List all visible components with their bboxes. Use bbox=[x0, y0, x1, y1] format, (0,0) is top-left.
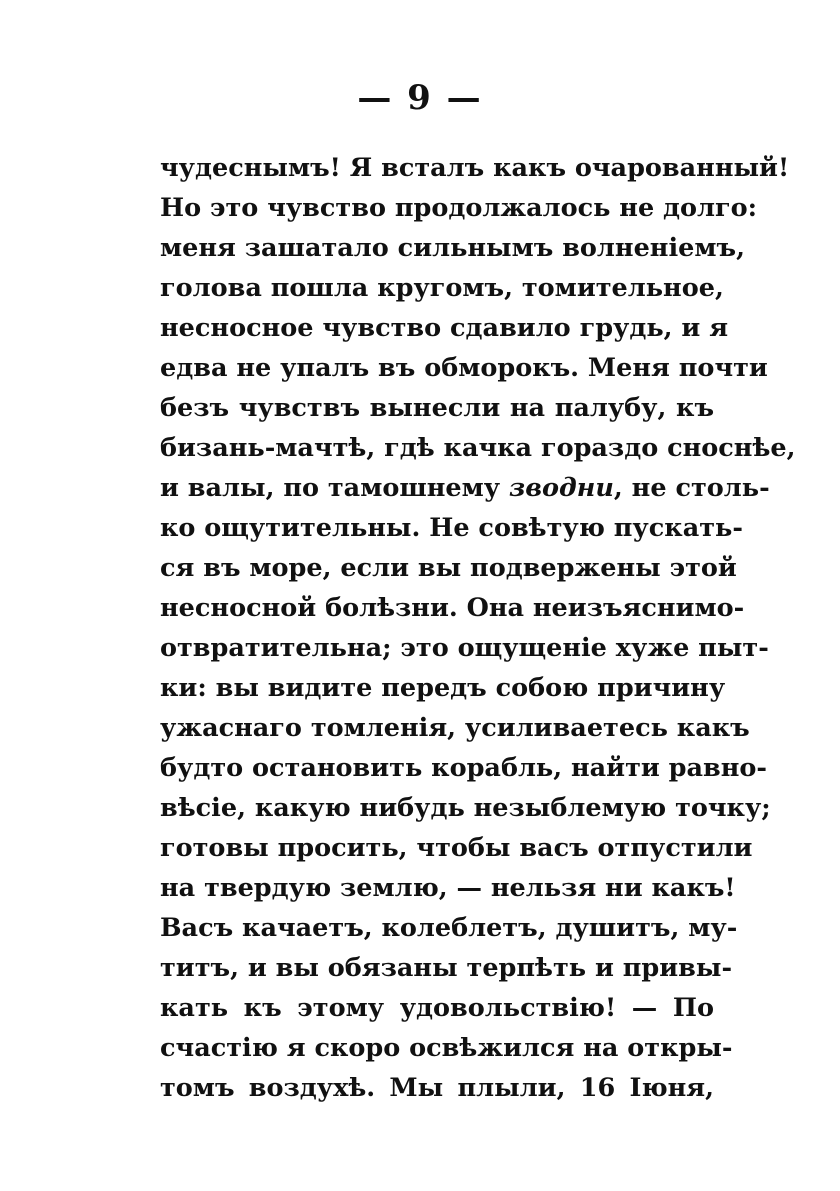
text-line-with-italic bbox=[160, 468, 770, 508]
text-line: готовы просить, чтобы васъ отпустили bbox=[160, 833, 753, 863]
body-text bbox=[160, 148, 796, 1108]
text-line: чудеснымъ! Я всталъ какъ очарованный! bbox=[160, 153, 790, 183]
text-line: ки: вы видите передъ собою причину bbox=[160, 673, 726, 703]
text-line: на твердую землю, — нельзя ни какъ! bbox=[160, 873, 736, 903]
text-line: кать къ этому удовольствію! — По bbox=[160, 993, 714, 1023]
text-line: голова пошла кругомъ, томительное, bbox=[160, 273, 724, 303]
italic-word: зводни bbox=[509, 473, 614, 503]
text-line: будто остановить корабль, найти равно- bbox=[160, 753, 768, 783]
text-line: ко ощутительны. Не совѣтую пускать- bbox=[160, 513, 743, 543]
text-line: несносной болѣзни. Она неизъяснимо- bbox=[160, 593, 745, 623]
text-line: Но это чувство продолжалось не долго: bbox=[160, 193, 758, 223]
text-line: несносное чувство сдавило грудь, и я bbox=[160, 313, 729, 343]
text-line: едва не упалъ въ обморокъ. Меня почти bbox=[160, 353, 768, 383]
text-line: счастію я скоро освѣжился на откры- bbox=[160, 1033, 733, 1063]
text-line: ужаснаго томленія, усиливаетесь какъ bbox=[160, 713, 750, 743]
text-segment: , не столь- bbox=[613, 473, 770, 503]
text-line: томъ воздухѣ. Мы плыли, 16 Іюня, bbox=[160, 1073, 714, 1103]
text-line: отвратительна; это ощущеніе хуже пыт- bbox=[160, 633, 769, 663]
text-line: ся въ море, если вы подвержены этой bbox=[160, 553, 737, 583]
text-line: вѣсіе, какую нибудь незыблемую точку; bbox=[160, 793, 771, 823]
text-line: Васъ качаетъ, колеблетъ, душитъ, му- bbox=[160, 913, 738, 943]
page-number: — 9 — bbox=[357, 78, 483, 118]
text-line: безъ чувствъ вынесли на палубу, къ bbox=[160, 393, 714, 423]
text-line: бизань-мачтѣ, гдѣ качка гораздо сноснѣе, bbox=[160, 433, 796, 463]
text-line: титъ, и вы обязаны терпѣть и привы- bbox=[160, 953, 733, 983]
text-segment: и валы, по тамошнему bbox=[160, 473, 501, 503]
text-line: меня зашатало сильнымъ волненіемъ, bbox=[160, 233, 745, 263]
